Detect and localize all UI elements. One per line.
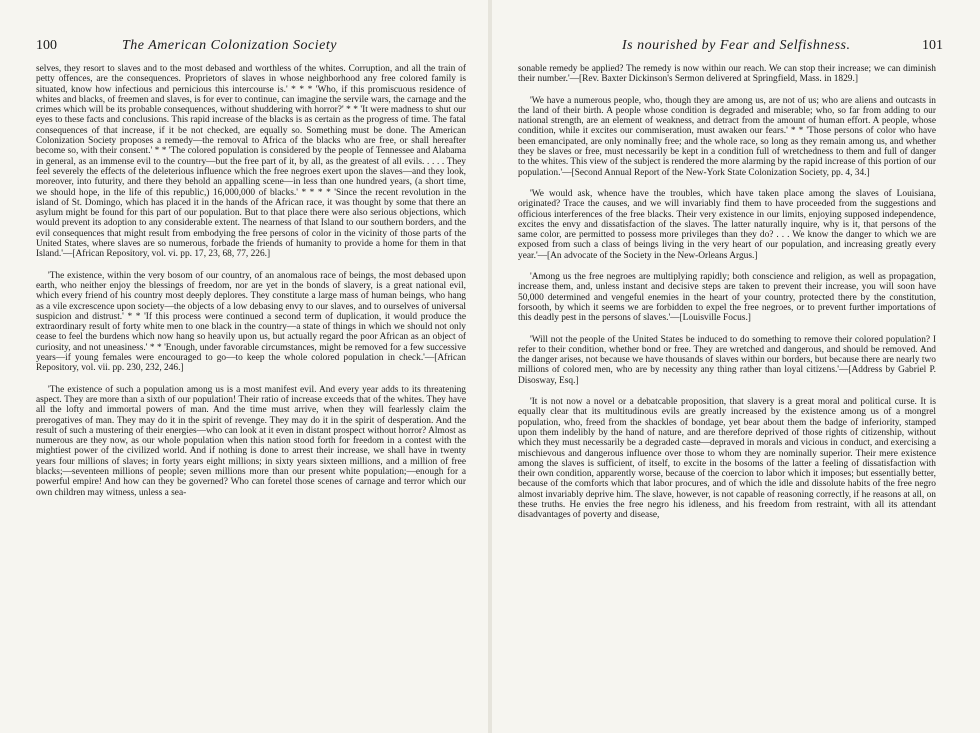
paragraph: 'Among us the free negroes are multiplying rapidly; both conscience and religion, as well as propagation, increase them, and, unless instant and decisive steps are taken to prevent their increase, you will soon have 50,000 determined and vengeful enemies in the heart of your country, protected there by the constitution, forsooth, by which it seems we are forbidden to expel the free negroes, or to prevent further importations of this deadly pest in the persons of slaves.'—[Louisville Focus.] [518,272,936,324]
right-page [492,0,980,733]
left-page [0,0,488,733]
page-number: 100 [36,38,57,53]
paragraph: 'Will not the people of the United States be induced to do something to remove their colored population? I refer to their condition, whether bond or free. They are wretched and dangerous, and should be removed. And the danger arises, not because we have thousands of slaves within our borders, but because there are nearly two millions of colored men, who are by necessity any thing rather than loyal citizens.'—[Address by Gabriel P. Disosway, Esq.] [518,334,936,386]
page-body [518,64,936,532]
paragraph: 'It is not now a novel or a debatcable proposition, that slavery is a great moral and political curse. It is equally clear that its multitudinous evils are greatly increased by the existence among us of a mongrel population, who, freed from the shackles of bondage, yet bear about them the badge of inferiority, stamped upon them indelibly by the hand of nature, and are therefore deprived of those rights of citizenship, without which they must necessarily be a degraded caste—depraved in morals and vicious in conduct, and exercising a mischievous and dangerous influence over those to whom they are nominally superior. Their mere existence among the slaves is sufficient, of itself, to excite in the bosoms of the latter a feeling of dissatisfaction with their own condition, apparently worse, because of the coercion to labor which it imposes; but essentially better, because of the comforts which that labor procures, and of which the idle and dissolute habits of the free negro almost invariably deprive him. The slave, however, is not capable of reasoning correctly, if he reasons at all, on these truths. He envies the free negro his idleness, and his freedom from restraint, with all its attendant disadvantages of poverty and disease, [518,397,936,521]
page-body [36,64,466,509]
paragraph: 'We would ask, whence have the troubles, which have taken place among the slaves of Louisiana, originated? Trace the causes, and we will invariably find them to have proceeded from the suggestions and officious interferences of the free blacks. Their very existence in our limits, enjoying supposed independence, excites the envy and dissatisfaction of the slaves. The latter naturally inquire, why is it, that persons of the same color, are permitted to possess more privileges than they do? . . . We know the danger to which we are exposed from such a class of beings living in the very heart of our population, and increasing greatly every year.'—[An advocate of the Society in the New-Orleans Argus.] [518,188,936,261]
page-number: 101 [922,38,943,53]
paragraph: 'We have a numerous people, who, though they are among us, are not of us; who are aliens and outcasts in the land of their birth. A people whose condition is degraded and miserable; who, so far from adding to our national strength, are an element of weakness, and detract from the amount of human effort. A people, whose condition, while it excites our commiseration, must awaken our fears.' * * 'Those persons of color who have been emancipated, are only nominally free; and the whole race, so long as they remain among us, and whether they be slaves or free, must necessarily be kept in a condition full of wretchedness to them and full of danger to the whites. This view of the subject is rendered the more alarming by the rapid increase of this portion of our population.'—[Second Annual Report of the New-York State Colonization Society, pp. 4, 34.] [518,95,936,178]
paragraph: sonable remedy be applied? The remedy is now within our reach. We can stop their increase; we can diminish their number.'—[Rev. Baxter Dickinson's Sermon delivered at Springfield, Mass. in 1829.] [518,64,936,85]
paragraph: 'The existence, within the very bosom of our country, of an anomalous race of beings, the most debased upon earth, who neither enjoy the blessings of freedom, nor are yet in the bonds of slavery, is a great national evil, which every friend of his country most deeply deplores. They constitute a large mass of human beings, who hang as a vile excrescence upon society—the objects of a low debasing envy to our slaves, and to ourselves of universal suspicion and distrust.' * * 'If this process were continued a second term of duplication, it would produce the extraordinary result of forty white men to one black in the country—a state of things in which we should not only cease to feel the burdens which now hang so heavily upon us, but actually regard the poor African as an object of curiosity, and not uneasiness.' * * 'Enough, under favorable circumstances, might be removed for a few successive years—if young females were encouraged to go—to keep the whole colored population in check.'—[African Repository, vol. vii. pp. 230, 232, 246.] [36,270,466,374]
paragraph: 'The existence of such a population among us is a most manifest evil. And every year adds to its threatening aspect. They are more than a sixth of our population! Their ratio of increase exceeds that of the whites. They have all the lofty and immortal powers of man. And the time must arrive, when they will fearlessly claim the prerogatives of man. They may do it in the spirit of revenge. They may do it in the spirit of desperation. And the result of such a mustering of their energies—who can look at it even in distant prospect without horror? Almost as numerous are they now, as our whole population when this nation stood forth for freedom in a contest with the mightiest power of the civilized world. And if nothing is done to arrest their increase, we shall have in twenty years four millions of slaves; in forty years eight millions; in sixty years sixteen millions, and a million of free blacks;—seventeen millions of people; seven millions more than our present white population;—enough for a powerful empire! And how can they be governed? Who can foretel those scenes of carnage and terror which our own children may witness, unless a sea- [36,384,466,498]
paragraph: selves, they resort to slaves and to the most debased and worthless of the whites. Corruption, and all the train of petty offences, are the consequences. Proprietors of slaves in whose neighborhood any free colored family is situated, know how infectious and pernicious this intercourse is.' * * * 'Who, if this promiscuous residence of whites and blacks, of freemen and slaves, is for ever to continue, can imagine the servile wars, the carnage and the crimes which will be its probable consequences, without shuddering with horror?' * * 'It were madness to shut our eyes to these facts and conclusions. This rapid increase of the blacks is as certain as the progress of time. The fatal consequences of that increase, if it be not checked, are equally so. Something must be done. The American Colonization Society proposes a remedy—the removal to Africa of the blacks who are free, or shall hereafter become so, with their consent.' * * 'The colored population is considered by the people of Tennessee and Alabama in general, as an immense evil to the country—but the free part of it, by all, as the greatest of all evils. . . . . They feel severely the effects of the deleterious influence which the free negroes exert upon the slaves—and they look, moreover, into futurity, and there they behold an appalling scene—in less than one hundred years, (a short time, we should hope, in the life of this republic,) 16,000,000 of blacks.' * * * * 'Since the recent revolution in the island of St. Domingo, which has placed it in the hands of the African race, it was thought by some that there an asylum might be found for this part of our population. But to that place there were also serious objections, which would prevent its adoption to any considerable extent. The nearness of that Island to our southern borders, and the evil consequences that might result from embodying the free persons of color in the vicinity of those parts of the United States, where slaves are so numerous, forbade the friends of humanity to provide a home for them in that Island.'—[African Repository, vol. vi. pp. 17, 23, 68, 77, 226.] [36,64,466,260]
running-head-title: Is nourished by Fear and Selfishness. [622,38,851,53]
running-head-title: The American Colonization Society [122,38,337,53]
